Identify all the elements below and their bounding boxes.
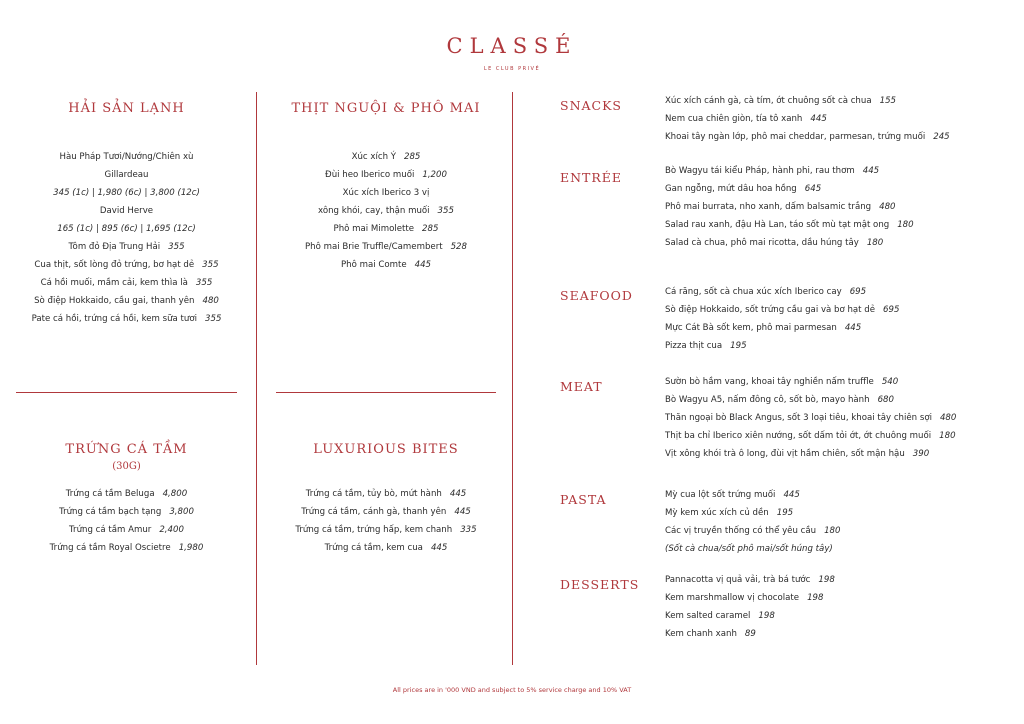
menu-item: [665, 540, 840, 558]
menu-item: [16, 521, 237, 539]
pasta-list: [665, 486, 840, 558]
menu-item: [665, 319, 899, 337]
menu-item: [276, 238, 496, 256]
menu-item-name: Trứng cá tầm, cánh gà, thanh yên: [301, 507, 447, 517]
menu-item-price: 180: [897, 220, 914, 230]
menu-item: [276, 503, 496, 521]
menu-item-name: Trứng cá tầm Amur: [69, 525, 152, 535]
menu-item-price: 1,980: [178, 543, 204, 553]
menu-item: [665, 337, 899, 355]
menu-item-name: Pizza thịt cua: [665, 341, 723, 351]
menu-item-price: 480: [202, 296, 219, 306]
menu-item-name: Trứng cá tầm Royal Oscietre: [49, 543, 171, 553]
menu-item: [276, 148, 496, 166]
menu-item: [16, 274, 237, 292]
menu-item-price: 198: [818, 575, 835, 585]
divider-h-left: [16, 392, 237, 393]
menu-item-name: Khoai tây ngàn lớp, phô mai cheddar, parmesan, trứng muối: [665, 132, 926, 142]
category-meat: MEAT: [560, 379, 603, 394]
menu-item-price: 445: [862, 166, 880, 176]
menu-item: [16, 202, 237, 220]
menu-item-price: 355: [195, 278, 213, 288]
menu-item: [665, 589, 835, 607]
menu-item-price: 2,400: [159, 525, 184, 535]
divider-left: [256, 92, 257, 665]
menu-item-name: Gillardeau: [104, 170, 149, 180]
seafood-list: [665, 283, 899, 355]
menu-item: [276, 256, 496, 274]
menu-item: [665, 180, 914, 198]
menu-item-price: 3,800: [169, 507, 194, 517]
price-note: All prices are in '000 VND and subject to 5% service charge and 10% VAT: [392, 686, 632, 694]
menu-item: [665, 445, 956, 463]
divider-right: [512, 92, 513, 665]
menu-item: [276, 539, 496, 557]
menu-item: [665, 110, 950, 128]
menu-item-name: Bò Wagyu A5, nấm đông cô, sốt bò, mayo hành: [665, 395, 870, 405]
category-desserts: DESSERTS: [560, 577, 640, 592]
menu-item-name: Kem marshmallow vị chocolate: [665, 593, 800, 603]
section-title-thit-nguoi: THỊT NGUỘI & PHÔ MAI: [291, 101, 481, 116]
menu-item-price: 180: [939, 431, 956, 441]
menu-item: [16, 503, 237, 521]
entree-list: [665, 162, 914, 252]
menu-item-price: 355: [437, 206, 454, 216]
menu-item-price: 335: [460, 525, 477, 535]
menu-item-name: Salad rau xanh, đậu Hà Lan, táo sốt mù tạt mật ong: [665, 220, 890, 230]
menu-item: [665, 128, 950, 146]
menu-item-name: Kem salted caramel: [665, 611, 751, 621]
category-seafood: SEAFOOD: [560, 288, 633, 303]
category-pasta: PASTA: [560, 492, 607, 507]
menu-item-name: Trứng cá tầm, tủy bò, mứt hành: [305, 489, 442, 499]
menu-item-name: Kem chanh xanh: [665, 629, 737, 639]
menu-item-name: Nem cua chiên giòn, tía tô xanh: [665, 114, 803, 124]
menu-item-name: Salad cà chua, phô mai ricotta, dầu húng tây: [665, 238, 859, 248]
menu-item: [665, 216, 914, 234]
menu-item: [665, 162, 914, 180]
menu-item-price: 680: [877, 395, 894, 405]
menu-item-price: 540: [881, 377, 899, 387]
menu-item: [665, 373, 956, 391]
menu-item-name: Pate cá hồi, trứng cá hồi, kem sữa tươi: [31, 314, 198, 324]
menu-item: [665, 625, 835, 643]
menu-item-price: 480: [879, 202, 896, 212]
menu-item-name: Gan ngỗng, mứt dâu hoa hồng: [665, 184, 797, 194]
menu-item: [665, 504, 840, 522]
menu-item: [665, 391, 956, 409]
menu-item-price: 195: [776, 508, 794, 518]
menu-item: [276, 184, 496, 202]
menu-item: [16, 220, 237, 238]
menu-item-price: 195: [730, 341, 747, 351]
menu-item-price: 445: [449, 489, 467, 499]
menu-item-price: 355: [205, 314, 222, 324]
menu-item-price: 180: [866, 238, 884, 248]
menu-item: [276, 485, 496, 503]
menu-item-name: Mực Cát Bà sốt kem, phô mai parmesan: [665, 323, 837, 333]
menu-item-price: 528: [450, 242, 467, 252]
menu-item: [16, 310, 237, 328]
menu-item: [665, 607, 835, 625]
menu-item-price: 198: [758, 611, 775, 621]
menu-item-name: Thăn ngoại bò Black Angus, sốt 3 loại tiêu, khoai tây chiên sợi: [665, 413, 932, 423]
menu-item: [16, 256, 237, 274]
menu-item: [16, 166, 237, 184]
menu-item-price: 695: [849, 287, 867, 297]
menu-item-name: Cua thịt, sốt lòng đỏ trứng, bơ hạt dẻ: [34, 260, 195, 270]
menu-item: [665, 283, 899, 301]
menu-item-name: Sò điệp Hokkaido, cầu gai, thanh yên: [34, 296, 195, 306]
brand-subtitle: LE CLUB PRIVÉ: [483, 66, 541, 72]
menu-item-name: Xúc xích Iberico 3 vị: [342, 188, 430, 198]
menu-item-name: Tôm đỏ Địa Trung Hải: [68, 242, 161, 252]
menu-item-name: Thịt ba chỉ Iberico xiên nướng, sốt dấm tỏi ớt, ớt chuông muối: [665, 431, 932, 441]
menu-item: [16, 292, 237, 310]
menu-item-price: 695: [883, 305, 900, 315]
menu-item-name: Sườn bò hầm vang, khoai tây nghiền nấm truffle: [665, 377, 874, 387]
menu-item-name: Phô mai Comte: [340, 260, 407, 270]
category-snacks: SNACKS: [560, 98, 622, 113]
menu-item-price: 445: [783, 490, 800, 500]
menu-item-price: 285: [422, 224, 439, 234]
menu-item-price: 480: [939, 413, 957, 423]
trung-ca-tam-list: [16, 485, 237, 557]
menu-item-name: Phô mai Mimolette: [333, 224, 415, 234]
section-title-luxurious: LUXURIOUS BITES: [313, 442, 459, 457]
menu-item: [665, 409, 956, 427]
menu-item: [665, 571, 835, 589]
menu-item-name: Cá hồi muối, mầm cải, kem thìa là: [40, 278, 188, 288]
menu-item-price: 445: [430, 543, 448, 553]
menu-item: [276, 521, 496, 539]
menu-item: [16, 238, 237, 256]
section-title-trung-ca-tam: TRỨNG CÁ TẦM: [65, 442, 188, 457]
section-title-hai-san: HẢI SẢN LẠNH: [68, 101, 185, 116]
menu-item-name: Trứng cá tầm Beluga: [65, 489, 155, 499]
menu-item: [16, 485, 237, 503]
menu-item: [276, 220, 496, 238]
menu-item: [16, 184, 237, 202]
menu-item-price: 4,800: [162, 489, 188, 499]
menu-item-price: 645: [804, 184, 822, 194]
menu-item-price: 89: [744, 629, 756, 639]
menu-item-name: Phô mai Brie Truffle/Camembert: [304, 242, 443, 252]
menu-item-price: 355: [168, 242, 185, 252]
snacks-list: [665, 92, 950, 146]
menu-item-price: (Sốt cà chua/sốt phô mai/sốt húng tây): [665, 544, 833, 554]
menu-item-name: Hàu Pháp Tươi/Nướng/Chiên xù: [59, 152, 194, 162]
menu-item-name: Sò điệp Hokkaido, sốt trứng cầu gai và bơ hạt dẻ: [665, 305, 876, 315]
menu-item: [16, 148, 237, 166]
section-subtitle-trung-ca-tam: (30G): [112, 461, 141, 472]
menu-item-name: Vịt xông khói trà ô long, đùi vịt hầm chiên, sốt mận hậu: [665, 449, 905, 459]
menu-item-price: 198: [807, 593, 824, 603]
menu-item: [276, 202, 496, 220]
menu-item: [665, 92, 950, 110]
luxurious-list: [276, 485, 496, 557]
desserts-list: [665, 571, 835, 643]
menu-item-name: Trứng cá tầm bạch tạng: [59, 507, 162, 517]
menu-item: [276, 166, 496, 184]
menu-item-price: 445: [810, 114, 827, 124]
menu-item: [665, 522, 840, 540]
menu-item-name: Trứng cá tầm, kem cua: [324, 543, 423, 553]
menu-item: [665, 198, 914, 216]
menu-item-name: Pannacotta vị quả vải, trà bá tước: [665, 575, 811, 585]
menu-item-name: Trứng cá tầm, trứng hấp, kem chanh: [295, 525, 453, 535]
menu-item-name: Các vị truyền thống có thể yêu cầu: [665, 526, 817, 536]
menu-item-price: 445: [414, 260, 432, 270]
menu-item-price: 390: [912, 449, 930, 459]
thit-nguoi-list: [276, 148, 496, 274]
category-entree: ENTRÉE: [560, 170, 623, 185]
menu-item-name: Xúc xích cánh gà, cà tím, ớt chuông sốt cà chua: [665, 96, 872, 106]
menu-item-price: 1,200: [422, 170, 447, 180]
menu-item-price: 155: [879, 96, 897, 106]
menu-item-name: Cá răng, sốt cà chua xúc xích Iberico cay: [665, 287, 842, 297]
meat-list: [665, 373, 956, 463]
menu-item-price: 355: [202, 260, 219, 270]
divider-h-mid: [276, 392, 496, 393]
menu-item-name: Phô mai burrata, nho xanh, dấm balsamic trắng: [665, 202, 872, 212]
menu-item-price: 445: [454, 507, 471, 517]
menu-item-price: 165 (1c) | 895 (6c) | 1,695 (12c): [57, 224, 196, 234]
menu-item-name: Xúc xích Ý: [351, 152, 396, 162]
menu-item-name: Mỳ cua lột sốt trứng muối: [665, 490, 776, 500]
menu-item-name: Bò Wagyu tái kiểu Pháp, hành phi, rau thơm: [665, 166, 855, 176]
menu-item-price: 445: [844, 323, 862, 333]
menu-item: [16, 539, 237, 557]
brand-logo: CLASSÉ: [446, 34, 578, 58]
menu-item-name: David Herve: [99, 206, 154, 216]
menu-item-name: Đùi heo Iberico muối: [325, 170, 415, 180]
hai-san-list: [16, 148, 237, 328]
menu-item: [665, 301, 899, 319]
menu-item-price: 345 (1c) | 1,980 (6c) | 3,800 (12c): [53, 188, 200, 198]
menu-item-price: 245: [933, 132, 950, 142]
menu-item-name: xông khói, cay, thận muối: [318, 206, 430, 216]
menu-item: [665, 234, 914, 252]
menu-item-name: Mỳ kem xúc xích củ dền: [665, 508, 769, 518]
menu-item-price: 285: [404, 152, 421, 162]
menu-item: [665, 427, 956, 445]
menu-item-price: 180: [824, 526, 841, 536]
menu-item: [665, 486, 840, 504]
